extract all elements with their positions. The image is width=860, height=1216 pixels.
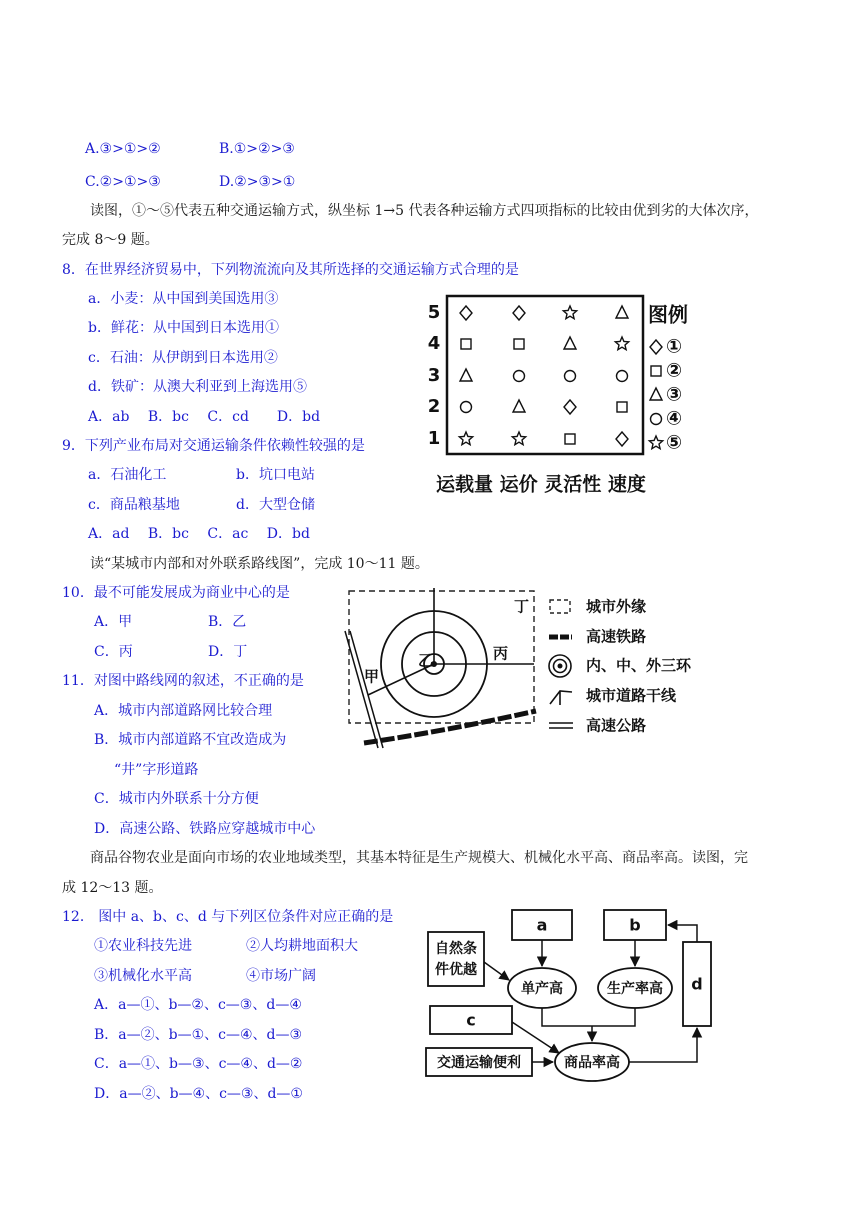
symbol-legend (649, 336, 682, 454)
q11-opt-b1: B．城市内部道路不宜改造成为 (94, 732, 287, 748)
transport-label: 交通运输便利 (437, 1055, 521, 1071)
q8-item-b: b．鲜花：从中国到日本选用① (88, 320, 279, 336)
option-b-top: B.①>②>③ (219, 141, 295, 157)
square-symbol (514, 339, 524, 349)
box-a-label: a (536, 915, 548, 935)
star-symbol (512, 432, 525, 445)
expressway-line-1 (345, 631, 378, 748)
legend-mode-label: ③ (666, 383, 683, 406)
q12-opt-d: D．a—②、b—④、c—③、d—① (94, 1086, 303, 1102)
legend-mode-label: ④ (666, 407, 683, 430)
q9-item-a: a．石油化工 (88, 467, 167, 483)
natural-conditions-line2: 件优越 (435, 962, 477, 978)
triangle-symbol (513, 400, 525, 412)
q9-stem: 9．下列产业布局对交通运输条件依赖性较强的是 (62, 438, 365, 454)
q8-item-d: d．铁矿：从澳大利亚到上海选用⑤ (88, 379, 307, 395)
x-axis-labels: 运载量 运价 灵活性 速度 (436, 473, 646, 496)
q12-cond-4: ④市场广阔 (246, 968, 316, 984)
comparison-grid-frame (447, 296, 643, 454)
circle-symbol (461, 402, 472, 413)
q12-opt-a: A．a—①、b—②、c—③、d—④ (94, 997, 302, 1013)
circle-symbol (617, 371, 628, 382)
legend-arterial-symbol (550, 691, 572, 705)
legend-triangle-symbol (650, 388, 662, 400)
arrow-commodity-to-d (629, 1028, 697, 1062)
q12-cond-1: ①农业科技先进 (94, 938, 192, 954)
square-symbol (461, 339, 471, 349)
legend-diamond-symbol (650, 340, 662, 354)
legend-title: 图例 (648, 302, 688, 327)
legend-outer-edge-label: 城市外缘 (586, 597, 647, 616)
box-c-label: c (466, 1010, 476, 1030)
q9-item-c: c．商品粮基地 (88, 497, 180, 513)
square-symbol (617, 402, 627, 412)
productivity-label: 生产率高 (607, 981, 663, 997)
q8-options: A．ab B．bc C．cd D．bd (88, 409, 321, 425)
triangle-symbol (460, 369, 472, 381)
box-b-label: b (629, 915, 641, 935)
y-label-2: 2 (427, 396, 441, 417)
arrow-natural-to-yield (484, 962, 509, 980)
legend-railway-label: 高速铁路 (586, 627, 647, 646)
q10-stem: 10．最不可能发展成为商业中心的是 (62, 585, 290, 601)
high-speed-railway (364, 711, 536, 743)
intro-8-9-line1: 读图，①～⑤代表五种交通运输方式，纵坐标 1→5 代表各种运输方式四项指标的比较由优到劣的大体次序， (90, 203, 759, 219)
commodity-rate-label: 商品率高 (564, 1055, 620, 1071)
q9-options: A．ad B．bc C．ac D．bd (88, 526, 310, 542)
intro-8-9-line2: 完成 8～9 题。 (62, 232, 159, 248)
legend-square-symbol (651, 366, 661, 376)
city-route-map (336, 583, 716, 758)
box-d-label: d (691, 974, 703, 994)
legend-outer-edge-symbol (550, 600, 570, 613)
q11-opt-a: A．城市内部道路网比较合理 (94, 703, 273, 719)
arrow-merge-to-commodity (542, 1008, 635, 1041)
circle-symbol (565, 371, 576, 382)
q12-stem: 12． 图中 a、b、c、d 与下列区位条件对应正确的是 (62, 909, 394, 925)
legend-mode-label: ① (666, 335, 683, 358)
circle-symbol (514, 371, 525, 382)
q10-opt-c: C．丙 (94, 644, 133, 660)
label-ding: 丁 (514, 597, 530, 616)
q12-cond-2: ②人均耕地面积大 (246, 938, 358, 954)
square-symbol (565, 434, 575, 444)
option-c-top: C.②>①>③ (85, 174, 161, 190)
diamond-symbol (616, 432, 628, 446)
star-symbol (563, 306, 576, 319)
triangle-symbol (564, 337, 576, 349)
high-yield-label: 单产高 (521, 981, 563, 997)
legend-rings-label: 内、中、外三环 (586, 656, 692, 675)
legend-rings-symbol-inner (558, 664, 563, 669)
q9-item-d: d．大型仓储 (236, 497, 315, 513)
transport-comparison-figure (420, 290, 700, 505)
legend-mode-label: ⑤ (666, 431, 683, 454)
q10-opt-b: B．乙 (208, 614, 247, 630)
legend-arterial-label: 城市道路干线 (586, 686, 677, 705)
q11-opt-c: C．城市内外联系十分方便 (94, 791, 259, 807)
intro-10-11: 读“某城市内部和对外联系路线图”，完成 10～11 题。 (90, 556, 429, 572)
intro-12-13-line1: 商品谷物农业是面向市场的农业地域类型，其基本特征是生产规模大、机械化水平高、商品率高。读图，完 (90, 850, 748, 866)
q12-cond-3: ③机械化水平高 (94, 968, 192, 984)
q12-opt-c: C．a—①、b—③、c—④、d—② (94, 1056, 303, 1072)
q11-opt-d: D．高速公路、铁路应穿越城市中心 (94, 821, 316, 837)
q8-item-a: a．小麦：从中国到美国选用③ (88, 291, 279, 307)
q10-opt-a: A．甲 (94, 614, 133, 630)
symbol-grid (459, 306, 628, 446)
q8-stem: 8．在世界经济贸易中，下列物流流向及其所选择的交通运输方式合理的是 (62, 262, 519, 278)
intro-12-13-line2: 成 12～13 题。 (62, 880, 163, 896)
legend-mode-label: ② (666, 359, 683, 382)
label-yi: 乙 (418, 651, 434, 670)
y-label-4: 4 (427, 333, 441, 354)
y-label-1: 1 (427, 428, 441, 449)
diamond-symbol (513, 306, 525, 320)
option-a-top: A.③>①>② (85, 141, 161, 157)
star-symbol (615, 337, 628, 350)
natural-conditions-line1: 自然条 (435, 941, 477, 957)
arrow-d-to-b (668, 925, 697, 942)
label-jia: 甲 (364, 667, 380, 686)
diamond-symbol (460, 306, 472, 320)
q9-item-b: b．坑口电站 (236, 467, 315, 483)
triangle-symbol (616, 306, 628, 318)
grain-farming-flow-diagram (420, 902, 720, 1084)
q10-opt-d: D．丁 (208, 644, 248, 660)
y-label-3: 3 (427, 365, 441, 386)
legend-expressway-label: 高速公路 (586, 716, 647, 735)
q8-item-c: c．石油：从伊朗到日本选用② (88, 350, 278, 366)
diamond-symbol (564, 400, 576, 414)
option-d-top: D.②>③>① (219, 174, 296, 190)
star-symbol (459, 432, 472, 445)
legend-star-symbol (649, 436, 662, 449)
label-bing: 丙 (493, 644, 509, 663)
q12-opt-b: B．a—②、b—①、c—④、d—③ (94, 1027, 303, 1043)
legend-circle-symbol (651, 414, 662, 425)
q11-opt-b2: “井”字形道路 (114, 762, 199, 778)
q11-stem: 11．对图中路线网的叙述，不正确的是 (62, 673, 304, 689)
y-label-5: 5 (427, 302, 441, 323)
